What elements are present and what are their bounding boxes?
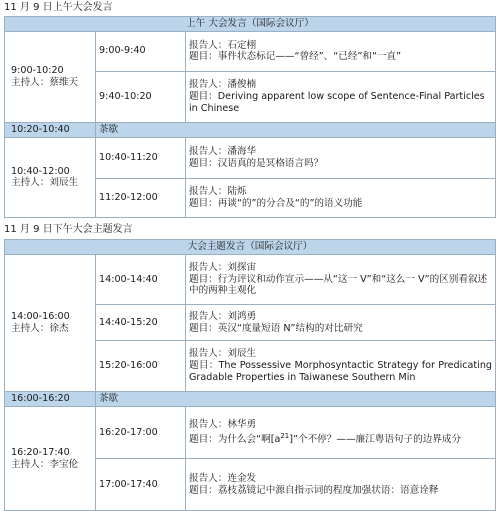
talk-reporter: 报告人：刘鸿勇 — [189, 310, 257, 322]
talk-topic: 题目：汉语真的是冥格语言吗？ — [189, 157, 324, 169]
talk-topic: 题目：Deriving apparent low scope of Sentence-Final Particles in Chinese — [189, 90, 485, 114]
talk-reporter: 报告人：石定栩 — [189, 39, 257, 51]
talk-cell — [186, 178, 496, 217]
morning-schedule-table — [4, 16, 496, 218]
talk-cell — [186, 341, 496, 392]
session-time: 10:40-12:00 — [11, 165, 70, 177]
talk-reporter: 报告人：刘辰生 — [189, 348, 257, 360]
table-row — [5, 137, 496, 178]
talk-cell — [186, 71, 496, 122]
session-time: 9:00-10:20 — [11, 65, 64, 76]
break-time: 10:20-10:40 — [5, 122, 96, 137]
morning-table-header: 上午 大会发言（国际会议厅） — [5, 17, 496, 32]
talk-cell — [186, 31, 496, 71]
talk-reporter: 报告人：潘俊楠 — [189, 79, 257, 90]
session-time: 14:00-16:00 — [11, 311, 70, 323]
talk-reporter: 报告人：刘探宙 — [189, 261, 257, 273]
talk-cell — [186, 407, 496, 459]
talk-cell — [186, 305, 496, 341]
afternoon-schedule-table — [4, 239, 496, 511]
talk-time: 16:20-17:00 — [96, 407, 186, 459]
table-header-row — [5, 17, 496, 32]
talk-topic: 题目：英汉“度量短语 N”结构的对比研究 — [189, 322, 363, 334]
session-cell — [5, 407, 96, 511]
talk-time: 11:20-12:00 — [96, 178, 186, 217]
break-row — [5, 122, 496, 137]
talk-cell — [186, 255, 496, 305]
talk-time: 9:00-9:40 — [96, 31, 186, 71]
session-cell — [5, 31, 96, 122]
session-time: 16:20-17:40 — [11, 446, 70, 458]
talk-time: 14:00-14:40 — [96, 255, 186, 305]
talk-reporter: 报告人：连金发 — [189, 472, 257, 484]
afternoon-section-title: 11 月 9 日下午大会主题发言 — [4, 224, 133, 235]
session-cell — [5, 137, 96, 217]
talk-cell — [186, 137, 496, 178]
session-host: 主持人：李宝伦 — [11, 458, 79, 470]
table-row — [5, 407, 496, 459]
talk-topic: 题目：再谈“的”的分合及“的”的语义功能 — [189, 197, 363, 209]
talk-topic-suffix: ]”个不停？——廉江粤语句子的边界成分 — [289, 433, 462, 445]
talk-time: 9:40-10:20 — [96, 71, 186, 122]
table-row — [5, 255, 496, 305]
talk-reporter: 报告人：林华勇 — [189, 419, 257, 431]
break-label: 茶歇 — [96, 122, 496, 137]
talk-topic: 题目：事件状态标记——“曾经”、“已经”和“一直” — [189, 51, 402, 63]
talk-reporter: 报告人：陆烁 — [189, 186, 247, 197]
talk-cell — [186, 459, 496, 511]
talk-topic-superscript: 21 — [280, 431, 290, 440]
talk-topic: 题目：The Possessive Morphosyntactic Strategy for Predicating Gradable Properties in Taiwanese Southern Min — [189, 360, 492, 383]
talk-topic-prefix: 题目：为什么会“啊[a — [189, 433, 281, 445]
session-cell — [5, 255, 96, 392]
talk-time: 17:00-17:40 — [96, 459, 186, 511]
break-row — [5, 392, 496, 407]
talk-time: 14:40-15:20 — [96, 305, 186, 341]
morning-section-title: 11 月 9 日上午大会发言 — [4, 2, 113, 13]
talk-reporter: 报告人：潘海华 — [189, 146, 257, 157]
talk-topic: 题目：荔枝荔镜记中源自指示词的程度加强状语：语意诠释 — [189, 484, 439, 496]
talk-time: 10:40-11:20 — [96, 137, 186, 178]
table-row — [5, 31, 496, 71]
talk-topic: 题目：行为评议和动作宣示——从“这一 V”和“这么一 V”的区别看叙述中的两种主观化 — [189, 273, 488, 297]
break-label: 茶歇 — [96, 392, 496, 407]
session-host: 主持人：徐杰 — [11, 323, 69, 334]
break-time: 16:00-16:20 — [5, 392, 96, 407]
talk-topic — [189, 431, 462, 445]
afternoon-table-header: 大会主题发言（国际会议厅） — [5, 240, 496, 255]
talk-time: 15:20-16:00 — [96, 341, 186, 392]
session-host: 主持人：蔡维天 — [11, 76, 79, 88]
session-host: 主持人：刘辰生 — [11, 177, 79, 189]
table-header-row — [5, 240, 496, 255]
